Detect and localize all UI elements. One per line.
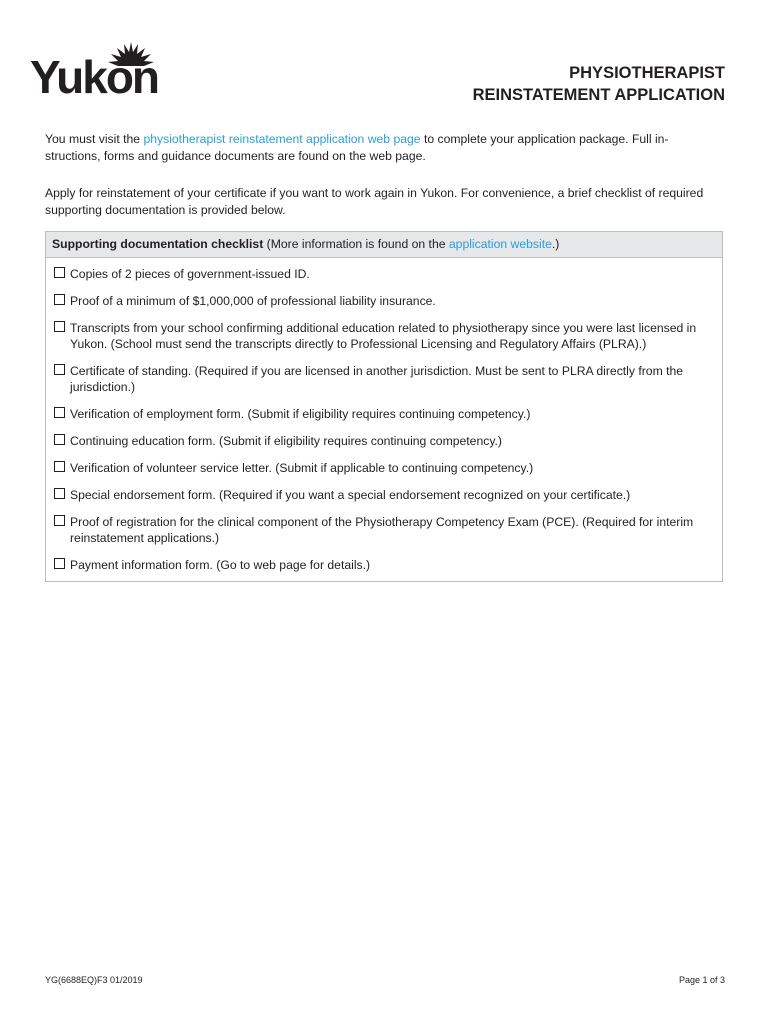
checkbox[interactable]: [54, 267, 65, 278]
checklist-header: [46, 232, 722, 258]
checklist-item-label: Continuing education form. (Submit if eligibility requires continuing competency.): [70, 434, 502, 448]
intro-paragraph: [45, 131, 705, 165]
checklist-item-label: Transcripts from your school confirming additional education related to physiotherapy since you were last licensed in Yukon. (School must send the transcripts directly to Professional Licensing and Regulatory Affairs (PLRA).): [70, 321, 697, 351]
checklist-item-special-endorsement: [46, 487, 722, 503]
checklist-items: [46, 258, 722, 573]
checkbox[interactable]: [54, 294, 65, 305]
checkbox[interactable]: [54, 515, 65, 526]
checklist-item-payment: [46, 557, 722, 573]
checklist-item-label: Verification of volunteer service letter. (Submit if applicable to continuing competency.): [70, 461, 534, 475]
checklist-item-transcripts: [46, 320, 722, 352]
checkbox[interactable]: [54, 407, 65, 418]
checklist-item-employment: [46, 406, 722, 422]
checkbox[interactable]: [54, 558, 65, 569]
checklist-item-volunteer: [46, 460, 722, 476]
form-code: YG(6688EQ)F3 01/2019: [45, 975, 143, 985]
checkbox[interactable]: [54, 434, 65, 445]
application-web-page-link[interactable]: physiotherapist reinstatement application web page: [143, 132, 421, 146]
checkbox[interactable]: [54, 364, 65, 375]
checklist-item-continuing-education: [46, 433, 722, 449]
checklist-item-label: Proof of registration for the clinical component of the Physiotherapy Competency Exam (PCE). (Required for interim reinstatement applications.): [70, 515, 694, 545]
checklist-heading-end: .): [551, 237, 560, 251]
checklist-item-label: Payment information form. (Go to web page for details.): [70, 558, 371, 572]
checklist-item-label: Copies of 2 pieces of government-issued ID.: [70, 267, 310, 281]
apply-paragraph: Apply for reinstatement of your certificate if you want to work again in Yukon. For convenience, a brief checklist of required supporting documentation is provided below.: [45, 186, 704, 217]
checkbox[interactable]: [54, 461, 65, 472]
checklist-item-id: [46, 266, 722, 282]
checkbox[interactable]: [54, 488, 65, 499]
checklist-heading-bold: Supporting documentation checklist: [52, 237, 264, 251]
checklist-item-certificate-of-standing: [46, 363, 722, 395]
checkbox[interactable]: [54, 321, 65, 332]
title-line-2: REINSTATEMENT APPLICATION: [472, 86, 725, 104]
page-number: Page 1 of 3: [678, 975, 725, 985]
title-line-1: PHYSIOTHERAPIST: [569, 64, 725, 82]
intro-text-before: You must visit the: [45, 132, 144, 146]
page-title: [473, 62, 725, 106]
checklist-item-insurance: [46, 293, 722, 309]
application-website-link[interactable]: application website: [448, 237, 552, 251]
logo-wordmark: Yukon: [30, 51, 159, 103]
checklist-item-label: Verification of employment form. (Submit if eligibility requires continuing competency.): [70, 407, 531, 421]
checklist-item-pce-registration: [46, 514, 722, 546]
checklist-heading-text: (More information is found on the: [263, 237, 449, 251]
intro-text-after: to complete your application package. Full in-structions, forms and guidance documents are found on the web page.: [45, 132, 669, 163]
yukon-logo: [30, 42, 172, 102]
documentation-checklist: [45, 231, 723, 582]
checklist-item-label: Certificate of standing. (Required if you are licensed in another jurisdiction. Must be sent to PLRA directly from the jurisdiction.): [70, 364, 684, 394]
checklist-item-label: Proof of a minimum of $1,000,000 of professional liability insurance.: [70, 294, 436, 308]
checklist-item-label: Special endorsement form. (Required if you want a special endorsement recognized on your certificate.): [70, 488, 631, 502]
